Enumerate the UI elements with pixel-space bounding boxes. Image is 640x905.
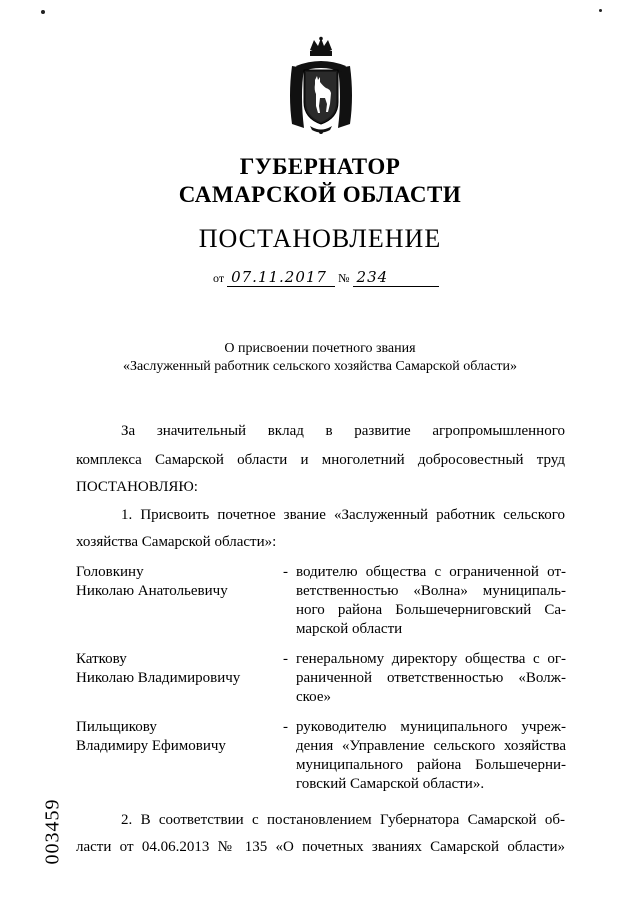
date-number-line: [213, 268, 439, 287]
handwritten-number: 234: [353, 268, 439, 287]
date-from-label: от: [213, 271, 225, 285]
authority-title-line1: ГУБЕРНАТОР: [239, 154, 401, 179]
awardee-given-name: Владимиру Ефимовичу: [76, 738, 226, 754]
description-line: ного района Большечерниговский Са-: [296, 602, 566, 618]
item2-line2: ласти от 04.06.2013 № 135 «О почетных званиях Самарской области»: [76, 839, 565, 855]
description-line: дения «Управление сельского хозяйства: [296, 738, 566, 754]
scan-speck: [41, 10, 45, 14]
awardee-surname: Пильщикову: [76, 719, 157, 735]
document-type-title: ПОСТАНОВЛЕНИЕ: [198, 224, 442, 253]
decree-word: ПОСТАНОВЛЯЮ:: [76, 479, 198, 495]
description-line: марской области: [296, 621, 403, 637]
description-line: раниченной ответственностью «Волж-: [296, 670, 566, 686]
awardee-name: [76, 563, 276, 601]
awardee-name: [76, 718, 276, 756]
dash-separator: -: [283, 719, 288, 735]
awardee-given-name: Николаю Владимировичу: [76, 670, 241, 686]
margin-serial-stamp: 003459: [41, 798, 64, 865]
item2-line1: 2. В соответствии с постановлением Губернатора Самарской об-: [121, 812, 565, 828]
item1-line1: 1. Присвоить почетное звание «Заслуженный работник сельского: [121, 507, 565, 523]
description-line: руководителю муниципального учреж-: [296, 719, 566, 735]
awardee-surname: Каткову: [76, 651, 127, 667]
awardee-name: [76, 650, 276, 688]
subject-line2: «Заслуженный работник сельского хозяйства Самарской области»: [122, 359, 518, 374]
handwritten-date: 07.11.2017: [227, 268, 335, 287]
scan-speck: [599, 9, 602, 12]
awardee-description: [296, 718, 566, 794]
number-label: №: [338, 271, 350, 285]
awardee-given-name: Николаю Анатольевичу: [76, 583, 228, 599]
description-line: муниципального района Большечерни-: [296, 757, 566, 773]
coat-of-arms-emblem: [286, 36, 356, 136]
awardee-description: [296, 563, 566, 639]
description-line: водителю общества с ограниченной от-: [296, 564, 566, 580]
preamble-line1: За значительный вклад в развитие агропромышленного: [121, 423, 565, 439]
awardee-surname: Головкину: [76, 564, 144, 580]
preamble-line2: комплекса Самарской области и многолетний добросовестный труд: [76, 452, 565, 468]
subject-line1: О присвоении почетного звания: [224, 341, 416, 356]
authority-title-line2: САМАРСКОЙ ОБЛАСТИ: [178, 182, 462, 207]
description-line: говский Самарской области».: [296, 776, 485, 792]
dash-separator: -: [283, 564, 288, 580]
description-line: ветственностью «Волна» муниципаль-: [296, 583, 566, 599]
description-line: генеральному директору общества с ог-: [296, 651, 566, 667]
awardee-description: [296, 650, 566, 707]
description-line: ское»: [296, 689, 332, 705]
dash-separator: -: [283, 651, 288, 667]
item1-line2: хозяйства Самарской области»:: [76, 534, 277, 550]
